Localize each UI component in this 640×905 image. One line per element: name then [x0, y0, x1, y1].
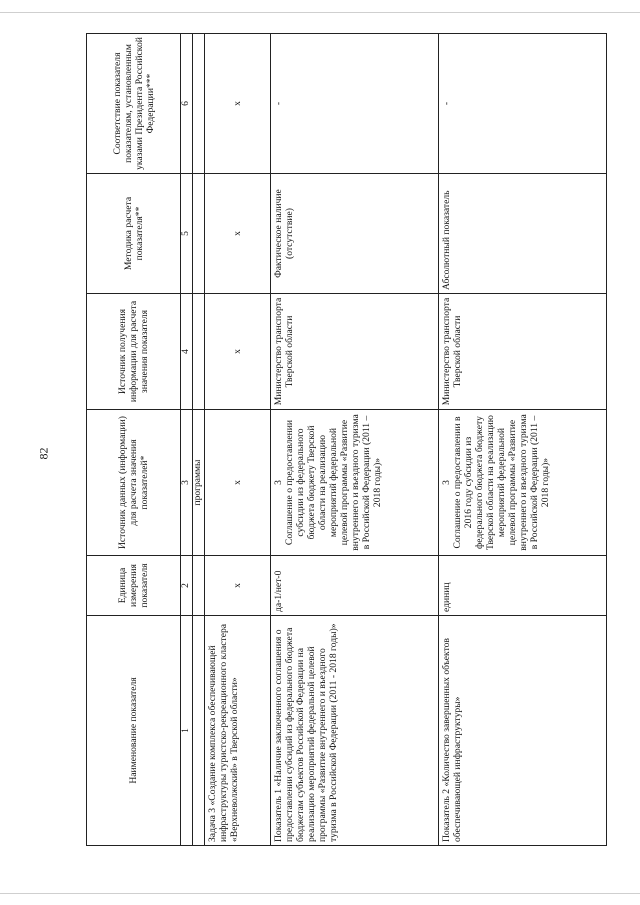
programs-empty-cell	[193, 556, 205, 616]
scan-bottom-line	[0, 893, 640, 894]
table-row	[205, 34, 271, 846]
programs-empty-cell	[193, 34, 205, 174]
header-conformity: Соответствие показателя показателям, установленным указами Президента Российской Федерации***	[87, 34, 181, 174]
table-row	[439, 34, 607, 846]
table-row	[271, 34, 439, 846]
row-data-source: Соглашение о предоставлении субсидии из федерального бюджета бюджету Тверской области на реализацию мероприятий федеральной целевой программы «Развитие внутреннего и въездного туризма в Российской Федерации (2011 – 2018 годы)»	[284, 414, 383, 551]
column-number: 6	[181, 34, 193, 174]
row-data-source-cell	[271, 410, 439, 556]
column-number: 4	[181, 294, 193, 410]
programs-empty-cell	[193, 294, 205, 410]
programs-label: программы	[193, 410, 205, 556]
row-method: Фактическое наличие (отсутствие)	[271, 174, 439, 294]
column-number: 5	[181, 174, 193, 294]
header-name: Наименование показателя	[87, 616, 181, 846]
column-number: 3	[181, 410, 193, 556]
column-number-row	[181, 34, 193, 846]
header-info-source: Источник получения информации для расчета значения показателя	[87, 294, 181, 410]
row-info-source: x	[205, 294, 271, 410]
row-data-source: Соглашение о предоставлении в 2016 году субсидии из федерального бюджета бюджету Тверской области на реализацию мероприятий федеральной целевой программы «Развитие внутреннего и въездного туризма в Российской Федерации (2011 – 2018 годы)»	[452, 414, 551, 551]
row-info-source: Министерство транспорта Тверской области	[271, 294, 439, 410]
header-method: Методика расчета показателя**	[87, 174, 181, 294]
row-conformity: -	[439, 34, 607, 174]
row-name: Показатель 2 «Количество завершенных объектов обеспечивающей инфраструктуры»	[439, 616, 607, 846]
table-header-row	[87, 34, 181, 846]
programs-row	[193, 34, 205, 846]
row-data-source-number: 3	[273, 480, 284, 485]
header-unit: Единица измерения показателя	[87, 556, 181, 616]
indicators-table	[86, 33, 607, 846]
row-unit: x	[205, 556, 271, 616]
programs-empty-cell	[193, 616, 205, 846]
row-conformity: x	[205, 34, 271, 174]
rotated-table-sheet	[86, 0, 640, 860]
row-conformity: -	[271, 34, 439, 174]
row-name: Показатель 1 «Наличие заключенного соглашения о предоставлении субсидий из федерального бюджета бюджетам субъектов Российской Федерации на реализацию мероприятий федеральной целевой программы «Развитие внутреннего и въездного туризма в Российской Федерации (2011 - 2018 годы)»	[271, 616, 439, 846]
row-unit: да-1/нет-0	[271, 556, 439, 616]
row-data-source-number: 3	[441, 480, 452, 485]
row-data-source: x	[205, 410, 271, 556]
row-name: Задача 3 «Создание комплекса обеспечивающей инфраструктуры туристско-рекреационного кластера «Верхневолжский» в Тверской области»	[205, 616, 271, 846]
header-data-source: Источник данных (информации) для расчета значения показателей*	[87, 410, 181, 556]
page-number: 82	[36, 447, 51, 460]
row-method: Абсолютный показатель	[439, 174, 607, 294]
row-unit: единиц	[439, 556, 607, 616]
column-number: 2	[181, 556, 193, 616]
programs-empty-cell	[193, 174, 205, 294]
row-info-source: Министерство транспорта Тверской области	[439, 294, 607, 410]
column-number: 1	[181, 616, 193, 846]
row-method: x	[205, 174, 271, 294]
row-data-source-cell	[439, 410, 607, 556]
